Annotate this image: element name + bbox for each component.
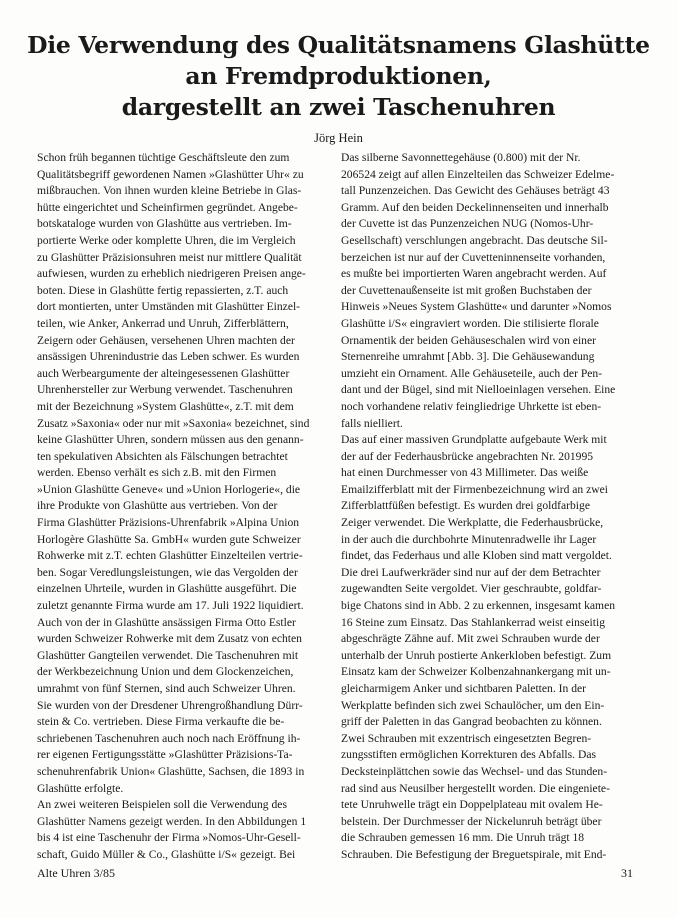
text-line: Schrauben. Die Befestigung der Breguetspirale, mit End- [341,847,607,861]
text-line: noch vorhandene relativ feingliedrige Uhrkette ist eben- [341,399,602,413]
text-line: Hinweis »Neues System Glashütte« und darunter »Nomos [341,300,612,314]
text-line: der auf der Federhausbrücke angebrachten Nr. 201995 [341,449,594,463]
text-line: Horlogère Glashütte Sa. GmbH« wurden gute Schweizer [37,532,301,546]
text-line: Glashütter Namens gezeigt werden. In den Abbildungen 1 [37,814,307,828]
text-line: zu Glashütter Präzisionsuhren meist nur mittlere Qualität [37,250,302,264]
text-line: der Werkbezeichnung Union und dem Glockenzeichen, [37,665,294,679]
title-line: dargestellt an zwei Taschenuhren [121,93,556,121]
author-byline: Jörg Hein [314,131,363,145]
text-line: mißbrauchen. Von ihnen wurden kleine Betriebe in Glas- [37,184,302,198]
title-line: an Fremdproduktionen, [185,62,492,90]
text-line: Glashütte i/S« eingraviert worden. Die stilisierte florale [341,316,599,330]
text-line: 16 Steine zum Einsatz. Das Stahlankerrad weist einseitig [341,615,606,629]
text-line: zuletzt genannte Firma wurde am 17. Juli 1922 liquidiert. [37,599,304,613]
text-line: schenuhrenfabrik Union« Glashütte, Sachsen, die 1893 in [37,764,305,778]
text-line: zugewandten Seite vergoldet. Vier geschraubte, goldfar- [341,582,602,596]
text-line: findet, das Federhaus und alle Kloben sind matt vergoldet. [341,549,612,563]
text-line: aufwiesen, wurden zu erheblich niedrigeren Preisen ange- [37,267,306,281]
text-line: ansässigen Uhrenindustrie das Leben schwer. Es wurden [37,350,300,364]
text-line: ben. Sogar Veredlungsleistungen, wie das Vergolden der [37,565,298,579]
text-line: Qualitätsbegriff gewordenen Namen »Glashütter Uhr« zu [37,167,304,181]
text-line: »Union Glashütte Geneve« und »Union Horlogerie«, die [37,482,301,496]
journal-footer: Alte Uhren 3/85 [37,866,115,880]
text-line: mit der Bezeichnung »System Glashütte«, z.T. mit dem [37,399,294,413]
text-line: Zifferblattfüßen befestigt. Es wurden drei goldfarbige [341,499,590,513]
text-line: belstein. Der Durchmesser der Nickelunruh beträgt über [341,814,602,828]
text-line: Einsatz kam der Schweizer Kolbenzahnankergang mit un- [341,665,611,679]
text-line: gleicharmigem Anker und sichtbaren Paletten. In der [341,682,586,695]
text-line: ten spekulativen Absichten als Fälschungen betrachtet [37,449,288,463]
text-line: Ornamentik der beiden Gehäuseschalen wird von einer [341,333,596,347]
text-line: hat einen Durchmesser von 43 Millimeter. Das weiße [341,466,589,480]
text-line: schriebenen Taschenuhren auch noch nach Eröffnung ih- [37,731,301,745]
text-line: bige Chatons sind in Abb. 2 zu erkennen, insgesamt kamen [341,599,616,613]
text-line: boten. Diese in Glashütte fertig repassierten, z.T. auch [37,283,289,297]
text-line: Gramm. Auf den beiden Deckelinnenseiten und innerhalb [341,200,609,214]
text-line: botskataloge wurden von Glashütte aus vertrieben. Im- [37,217,292,231]
text-line: rer eigenen Fertigungsstätte »Glashütter Präzisions-Ta- [37,748,293,762]
text-line: rad sind aus Neusilber hergestellt worden. Die eingeniete- [341,781,610,795]
text-line: umrahmt von fünf Sternen, sind auch Schweizer Uhren. [37,682,296,695]
text-line: werden. Ebenso verhält es sich z.B. mit den Firmen [37,466,277,480]
text-line: zungsstiften ermöglichen Korrekturen des Abfalls. Das [341,748,596,762]
text-line: die Schrauben gemessen 16 mm. Die Unruh trägt 18 [341,831,585,845]
text-line: schaft, Guido Müller & Co., Glashütte i/S« gezeigt. Bei [37,847,296,861]
text-line: auch Werbeargumente der alteingesessenen Glashütter [37,366,290,380]
text-line: Glashütter Gangteilen verwendet. Die Taschenuhren mit [37,648,299,662]
text-line: teilen, wie Anker, Ankerrad und Unruh, Zifferblättern, [37,316,289,330]
text-line: Das auf einer massiven Grundplatte aufgebaute Werk mit [341,433,607,447]
title-line: Die Verwendung des Qualitätsnamens Glashütte [27,31,650,59]
text-line: stein & Co. vertrieben. Diese Firma verkaufte die be- [37,715,285,729]
text-line: Die drei Laufwerkräder sind nur auf der dem Betrachter [341,565,601,579]
article-title [0,30,677,123]
text-line: berzeichen ist nur auf der Cuvetteninnenseite vorhanden, [341,250,606,264]
text-line: abgeschrägte Zähne auf. Mit zwei Schrauben wurde der [341,632,600,646]
text-line: hütte eingerichtet und Scheinfirmen gegründet. Angebe- [37,200,298,214]
text-line: Rohwerke mit z.T. echten Glashütter Einzelteilen vertrie- [37,549,303,563]
left-column [37,150,333,864]
text-line: Uhrenhersteller zur Werbung verwendet. Taschenuhren [37,383,293,397]
text-line: keine Glashütter Uhren, sondern müssen aus den genann- [37,433,304,447]
text-line: unterhalb der Unruh postierte Ankerkloben befestigt. Zum [341,648,612,662]
text-line: Das silberne Savonnettegehäuse (0.800) mit der Nr. [341,151,581,164]
text-line: tete Unruhwelle trägt ein Doppelplateau mit ovalem He- [341,798,603,812]
text-line: griff der Paletten in das Gangrad beobachten zu können. [341,715,602,729]
text-line: 206524 zeigt auf allen Einzelteilen das Schweizer Edelme- [341,167,615,181]
text-line: Zwei Schrauben mit exzentrisch eingesetzten Begren- [341,731,592,745]
text-line: Firma Glashütter Präzisions-Uhrenfabrik »Alpina Union [37,516,300,530]
text-line: der Cuvette ist das Punzenzeichen NUG (Nomos-Uhr- [341,217,594,231]
text-line: einzelnen Uhrteile, wurden in Glashütte ausgeführt. Die [37,582,297,596]
text-line: Auch von der in Glashütte ansässigen Firma Otto Estler [37,615,296,629]
text-line: Emailzifferblatt mit der Firmenbezeichnung wird an zwei [341,482,608,496]
text-line: es mußte bei importierten Waren angebracht werden. Auf [341,267,607,281]
text-line: der Cuvettenaußenseite ist mit großen Buchstaben der [341,283,592,297]
text-line: Gesellschaft) verschlungen angebracht. Das deutsche Sil- [341,233,608,247]
right-column [341,150,637,864]
text-line: Zusatz »Saxonia« oder nur mit »Saxonia« bezeichnet, sind [37,416,310,430]
text-line: Sternenreihe umrahmt [Abb. 3]. Die Gehäusewandung [341,350,595,364]
text-line: An zwei weiteren Beispielen soll die Verwendung des [37,798,287,812]
page-number: 31 [621,866,633,880]
text-line: Decksteinplättchen sowie das Wechsel- und das Stunden- [341,764,608,778]
text-line: umzieht ein Ornament. Alle Gehäuseteile, auch der Pen- [341,366,603,380]
text-line: portierte Werke oder komplette Uhren, die im Vergleich [37,233,296,247]
text-line: bis 4 ist eine Taschenuhr der Firma »Nomos-Uhr-Gesell- [37,831,301,845]
text-line: Sie wurden von der Dresdener Uhrengroßhandlung Dürr- [37,698,303,712]
text-line: Werkplatte befinden sich zwei Schaulöcher, um den Ein- [341,698,605,712]
text-line: in der auch die durchbohrte Minutenradwelle ihr Lager [341,532,597,546]
text-line: Zeigern oder Gehäusen, versehenen Uhren machten der [37,333,295,347]
text-line: ihre Produkte von Glashütte aus vertrieben. Von der [37,499,278,513]
text-line: Zeiger verwendet. Die Werkplatte, die Federhausbrücke, [341,516,604,530]
text-line: dort montierten, unter Umständen mit Glashütter Einzel- [37,300,301,314]
text-line: Glashütte erfolgte. [37,781,124,795]
text-line: Schon früh begannen tüchtige Geschäftsleute den zum [37,151,290,164]
text-line: falls nielliert. [341,416,403,430]
text-line: wurden Schweizer Rohwerke mit dem Zusatz von echten [37,632,302,646]
text-line: tall Punzenzeichen. Das Gewicht des Gehäuses beträgt 43 [341,184,610,198]
text-line: dant und der Bügel, sind mit Nielloeinlagen versehen. Eine [341,383,616,397]
